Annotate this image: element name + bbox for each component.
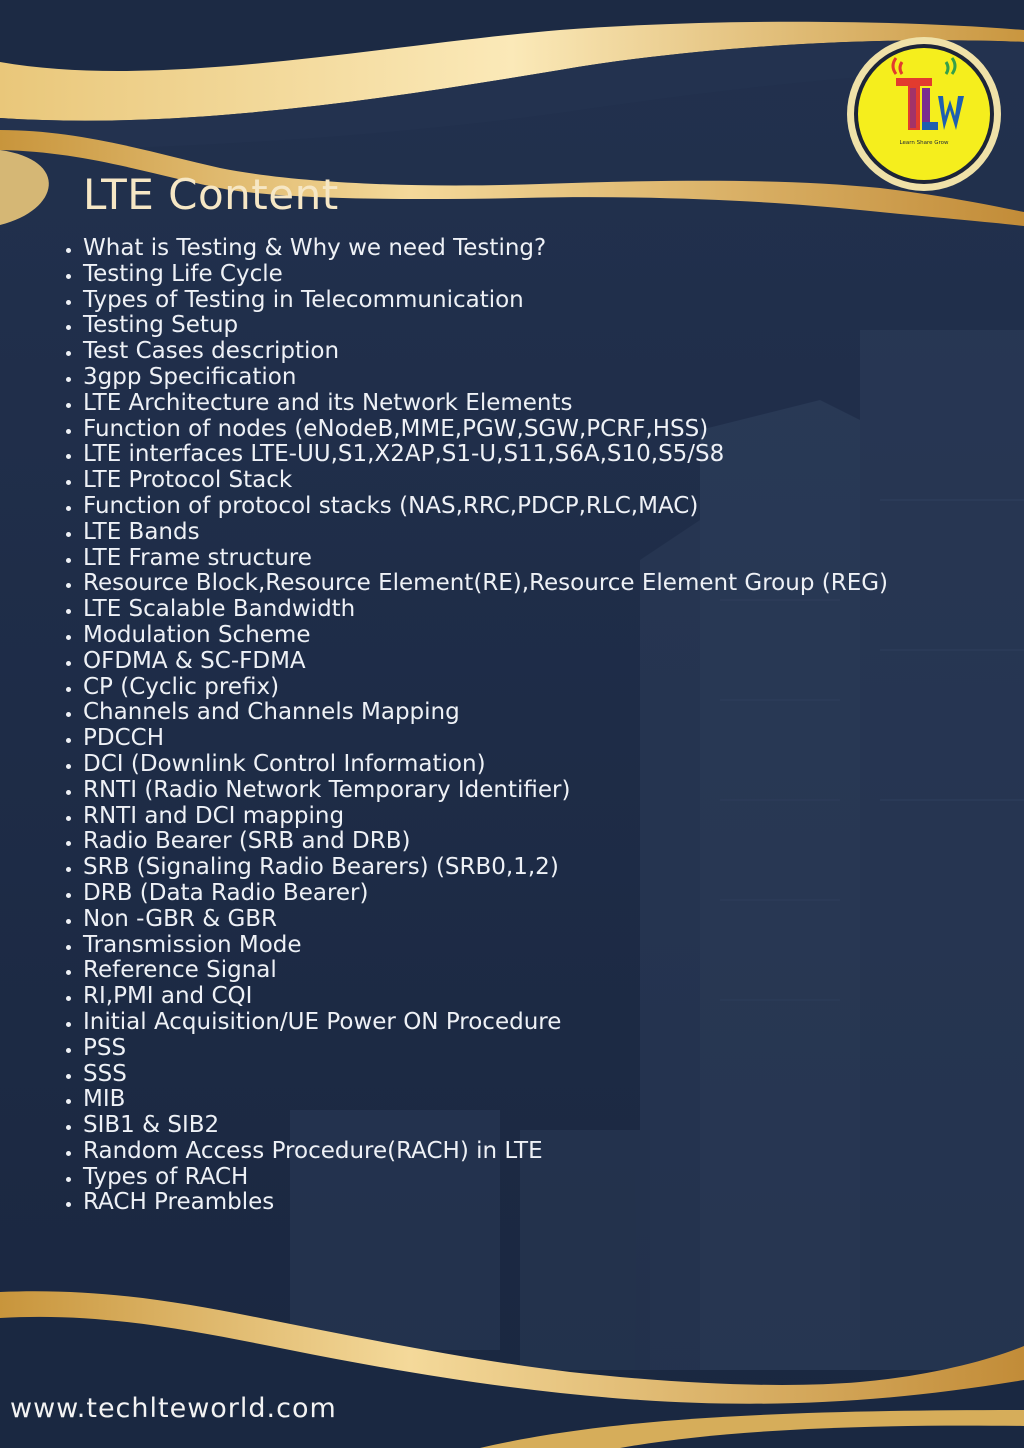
- topic-item: • Types of RACH: [83, 1165, 888, 1191]
- topic-item: • PSS: [83, 1036, 888, 1062]
- topic-item: • RACH Preambles: [83, 1190, 888, 1216]
- topic-item: • RI,PMI and CQI: [83, 984, 888, 1010]
- topic-item: • Radio Bearer (SRB and DRB): [83, 829, 888, 855]
- topic-item: • Function of nodes (eNodeB,MME,PGW,SGW,PCRF,HSS): [83, 417, 888, 443]
- topic-item: • Random Access Procedure(RACH) in LTE: [83, 1139, 888, 1165]
- tlw-logo: [846, 36, 1002, 192]
- topic-item: • MIB: [83, 1087, 888, 1113]
- topic-item: • Test Cases description: [83, 339, 888, 365]
- topic-item: • Transmission Mode: [83, 933, 888, 959]
- topic-item: • SSS: [83, 1062, 888, 1088]
- topic-item: • Reference Signal: [83, 958, 888, 984]
- website-url: www.techlteworld.com: [10, 1393, 337, 1424]
- topic-item: • DRB (Data Radio Bearer): [83, 881, 888, 907]
- topic-item: • RNTI and DCI mapping: [83, 804, 888, 830]
- logo-tagline: Learn Share Grow: [899, 140, 949, 146]
- topic-item: • PDCCH: [83, 726, 888, 752]
- topic-item: • LTE Frame structure: [83, 546, 888, 572]
- topic-item: • Function of protocol stacks (NAS,RRC,PDCP,RLC,MAC): [83, 494, 888, 520]
- topic-item: • LTE interfaces LTE-UU,S1,X2AP,S1-U,S11,S6A,S10,S5/S8: [83, 442, 888, 468]
- topic-item: • SRB (Signaling Radio Bearers) (SRB0,1,2): [83, 855, 888, 881]
- topic-item: • CP (Cyclic prefix): [83, 675, 888, 701]
- topic-item: • Testing Setup: [83, 313, 888, 339]
- page-title: LTE Content: [83, 170, 339, 219]
- topic-item: • What is Testing & Why we need Testing?: [83, 236, 888, 262]
- topic-item: • OFDMA & SC-FDMA: [83, 649, 888, 675]
- topic-list: [50, 236, 888, 1216]
- topic-item: • Testing Life Cycle: [83, 262, 888, 288]
- topic-item: • SIB1 & SIB2: [83, 1113, 888, 1139]
- topic-item: • 3gpp Specification: [83, 365, 888, 391]
- topic-item: • Channels and Channels Mapping: [83, 700, 888, 726]
- topic-item: • Modulation Scheme: [83, 623, 888, 649]
- topic-item: • Initial Acquisition/UE Power ON Procedure: [83, 1010, 888, 1036]
- topic-item: • RNTI (Radio Network Temporary Identifier): [83, 778, 888, 804]
- topic-item: • LTE Bands: [83, 520, 888, 546]
- topic-item: • Non -GBR & GBR: [83, 907, 888, 933]
- topic-item: • Resource Block,Resource Element(RE),Resource Element Group (REG): [83, 571, 888, 597]
- topic-item: • LTE Architecture and its Network Elements: [83, 391, 888, 417]
- topic-item: • DCI (Downlink Control Information): [83, 752, 888, 778]
- topic-item: • LTE Scalable Bandwidth: [83, 597, 888, 623]
- topic-item: • Types of Testing in Telecommunication: [83, 288, 888, 314]
- topic-item: • LTE Protocol Stack: [83, 468, 888, 494]
